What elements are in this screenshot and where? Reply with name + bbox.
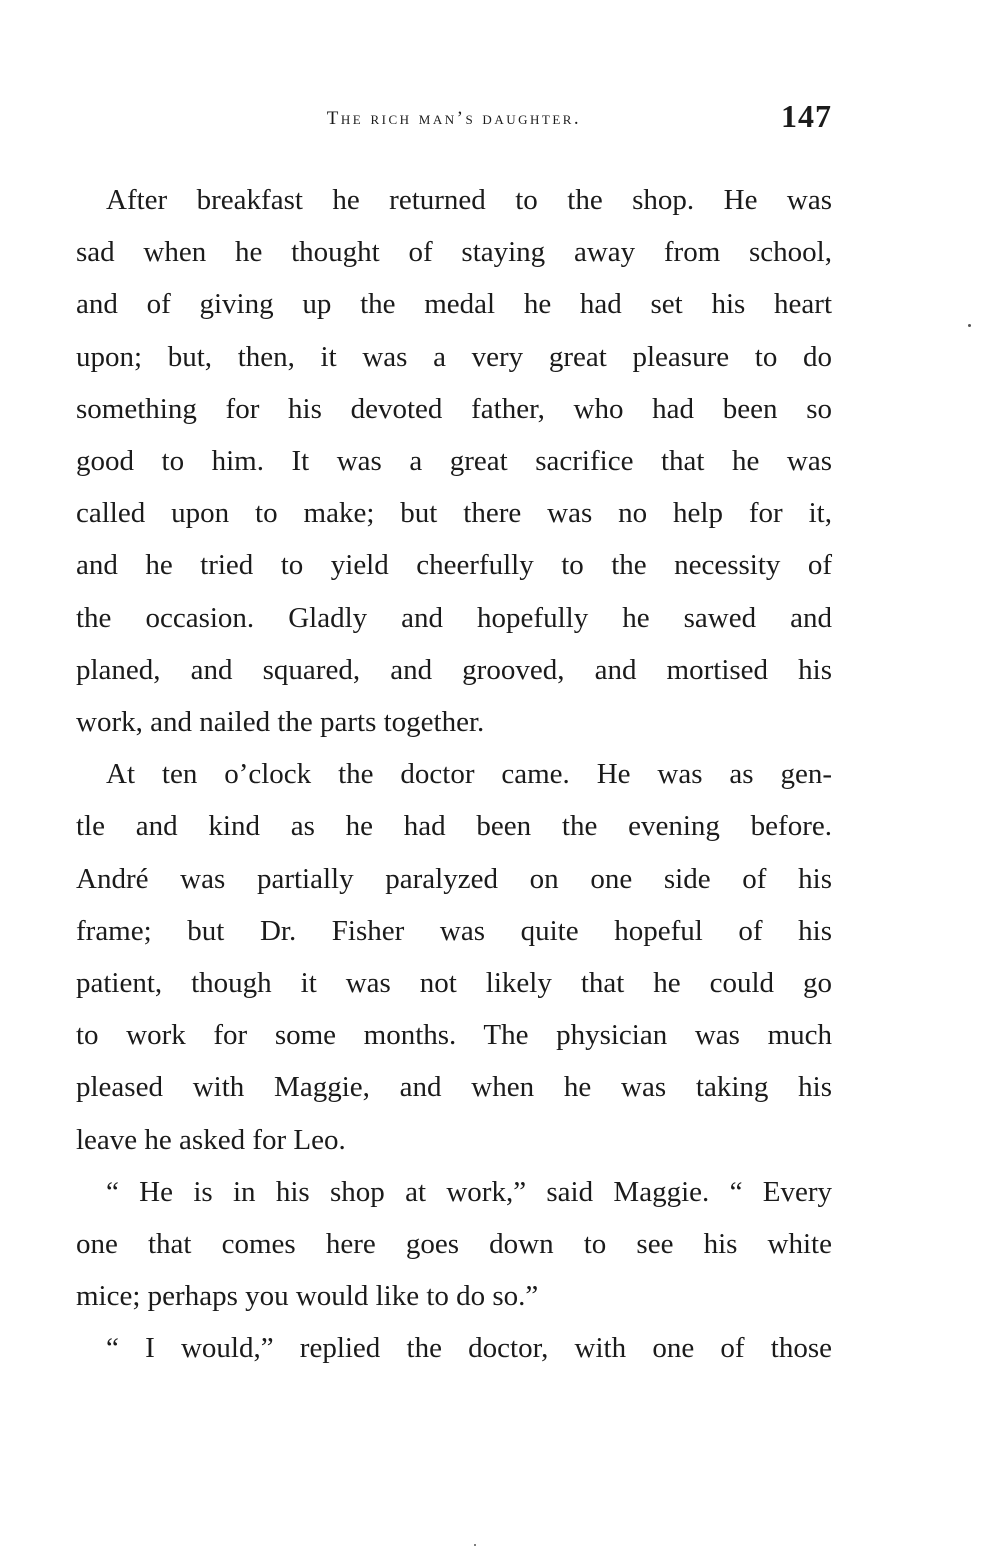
text-line: leave he asked for Leo. (76, 1123, 346, 1156)
scan-speck (474, 1544, 476, 1546)
text-line: After breakfast he returned to the shop. He was (106, 184, 832, 216)
text-line: planed, and squared, and grooved, and mortised his (76, 653, 832, 686)
text-line: upon; but, then, it was a very great pleasure to do (76, 340, 832, 373)
running-title: The rich man’s daughter. (326, 108, 582, 129)
paragraph-3 (76, 1166, 832, 1323)
text-line: “ He is in his shop at work,” said Maggie. “ Every (106, 1175, 832, 1208)
text-line: patient, though it was not likely that he could go (76, 967, 832, 1000)
text-line: frame; but Dr. Fisher was quite hopeful of his (76, 914, 832, 947)
text-line: the occasion. Gladly and hopefully he sawed and (76, 601, 832, 634)
text-line: André was partially paralyzed on one side of his (76, 862, 832, 895)
text-line: and he tried to yield cheerfully to the necessity of (76, 549, 832, 582)
body-text (76, 174, 832, 1375)
text-line: At ten o’clock the doctor came. He was as gen- (106, 758, 832, 791)
text-line: called upon to make; but there was no help for it, (76, 497, 832, 530)
paragraph-4 (76, 1322, 832, 1374)
text-line: work, and nailed the parts together. (76, 706, 485, 739)
text-line: and of giving up the medal he had set his heart (76, 288, 832, 321)
paragraph-1 (76, 174, 832, 748)
text-line: good to him. It was a great sacrifice that he was (76, 445, 832, 478)
text-line: “ I would,” replied the doctor, with one of those (106, 1332, 832, 1365)
paragraph-2 (76, 748, 832, 1166)
text-line: to work for some months. The physician was much (76, 1019, 832, 1052)
text-line: sad when he thought of staying away from school, (76, 236, 832, 269)
text-line: pleased with Maggie, and when he was taking his (76, 1071, 832, 1104)
text-line: one that comes here goes down to see his white (76, 1228, 832, 1261)
scan-speck (968, 324, 971, 327)
text-line: tle and kind as he had been the evening before. (76, 810, 832, 843)
text-line: mice; perhaps you would like to do so.” (76, 1280, 539, 1313)
running-header (76, 98, 832, 146)
page-number: 147 (781, 98, 832, 134)
text-line: something for his devoted father, who had been so (76, 392, 832, 425)
